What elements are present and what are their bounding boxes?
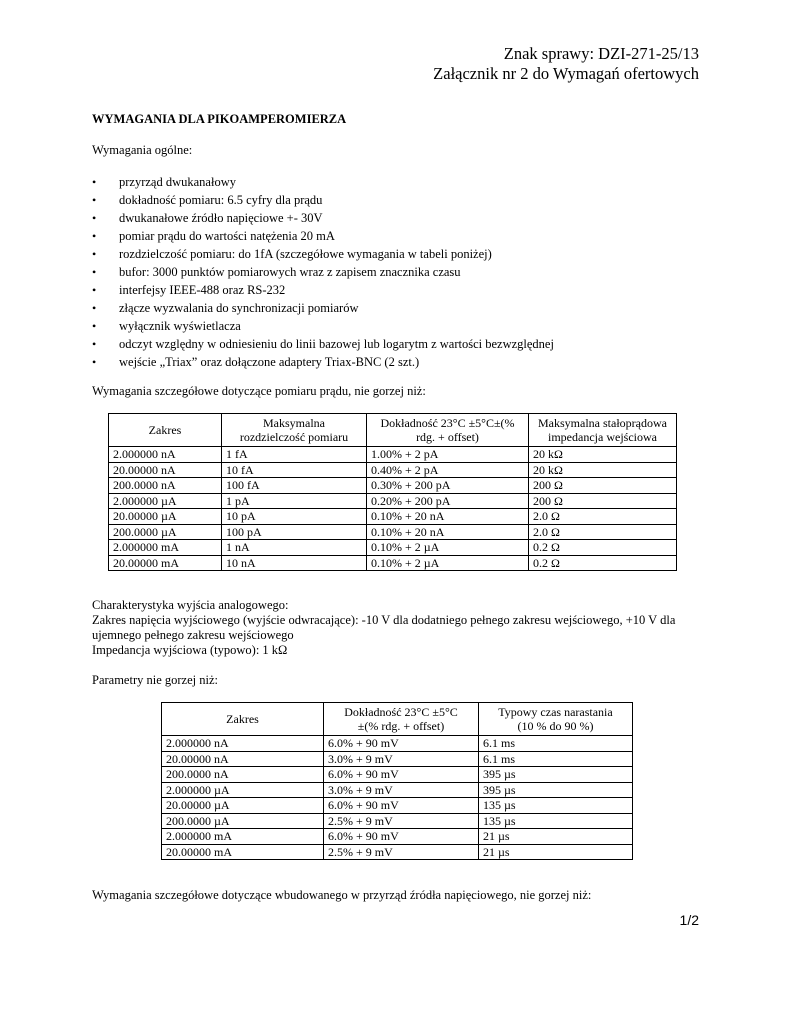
table-row (109, 447, 677, 463)
table-cell: 3.0% + 9 mV (324, 782, 479, 798)
table-cell: 135 µs (479, 798, 633, 814)
table-cell: 135 µs (479, 813, 633, 829)
table-cell: 100 fA (222, 478, 367, 494)
table-cell: 0.10% + 20 nA (367, 524, 529, 540)
table-cell: 20.00000 nA (109, 462, 222, 478)
table-row (162, 844, 633, 860)
table-cell: 200.0000 nA (162, 767, 324, 783)
table-cell: 2.0 Ω (529, 524, 677, 540)
table-row (109, 524, 677, 540)
document-header (433, 44, 699, 84)
voltage-source-heading: Wymagania szczegółowe dotyczące wbudowanego w przyrząd źródła napięciowego, nie gorzej niż: (92, 888, 592, 902)
table-cell: 2.000000 nA (109, 447, 222, 463)
table-cell: 21 µs (479, 829, 633, 845)
table-cell: 20.00000 nA (162, 751, 324, 767)
analog-parameters-table (161, 702, 633, 860)
general-requirements-heading: Wymagania ogólne: (92, 143, 193, 157)
column-header: Dokładność 23°C ±5°C±(% rdg. + offset) (367, 414, 529, 447)
table-cell: 21 µs (479, 844, 633, 860)
table-row (109, 509, 677, 525)
table-cell: 10 fA (222, 462, 367, 478)
requirement-item: • dokładność pomiaru: 6.5 cyfry dla prądu (92, 191, 554, 209)
table-row (109, 478, 677, 494)
table-row (109, 493, 677, 509)
table-cell: 200.0000 µA (162, 813, 324, 829)
table-row (109, 555, 677, 571)
table-cell: 1 nA (222, 540, 367, 556)
table-row (162, 767, 633, 783)
table-cell: 6.1 ms (479, 736, 633, 752)
case-number: Znak sprawy: DZI-271-25/13 (503, 44, 699, 63)
requirement-item: • rozdzielczość pomiaru: do 1fA (szczegółowe wymagania w tabeli poniżej) (92, 245, 554, 263)
table-cell: 20.00000 µA (109, 509, 222, 525)
column-header: Maksymalna stałoprądowa impedancja wejściowa (529, 414, 677, 447)
table-cell: 20 kΩ (529, 462, 677, 478)
table-cell: 20.00000 mA (162, 844, 324, 860)
table-cell: 200.0000 µA (109, 524, 222, 540)
table-cell: 0.20% + 200 pA (367, 493, 529, 509)
table-cell: 200 Ω (529, 493, 677, 509)
table-cell: 0.10% + 20 nA (367, 509, 529, 525)
table-cell: 20.00000 µA (162, 798, 324, 814)
column-header: Zakres (109, 414, 222, 447)
requirement-item: • dwukanałowe źródło napięciowe +- 30V (92, 209, 554, 227)
current-measurement-table (108, 413, 677, 571)
table-cell: 200 Ω (529, 478, 677, 494)
table-cell: 2.5% + 9 mV (324, 813, 479, 829)
table-cell: 6.0% + 90 mV (324, 829, 479, 845)
table-cell: 10 pA (222, 509, 367, 525)
table-row (162, 751, 633, 767)
table-cell: 100 pA (222, 524, 367, 540)
column-header: Maksymalna rozdzielczość pomiaru (222, 414, 367, 447)
table-cell: 6.0% + 90 mV (324, 736, 479, 752)
table-cell: 20 kΩ (529, 447, 677, 463)
table-cell: 1 pA (222, 493, 367, 509)
table-cell: 20.00000 mA (109, 555, 222, 571)
table-cell: 0.2 Ω (529, 555, 677, 571)
table-cell: 2.0 Ω (529, 509, 677, 525)
document-title: WYMAGANIA DLA PIKOAMPEROMIERZA (92, 112, 347, 126)
table-row (109, 462, 677, 478)
table-cell: 2.000000 nA (162, 736, 324, 752)
page-number: 1/2 (679, 912, 699, 928)
column-header: Dokładność 23°C ±5°C ±(% rdg. + offset) (324, 703, 479, 736)
current-requirements-heading: Wymagania szczegółowe dotyczące pomiaru prądu, nie gorzej niż: (92, 384, 426, 398)
requirement-item: • bufor: 3000 punktów pomiarowych wraz z zapisem znacznika czasu (92, 263, 554, 281)
table-row (162, 798, 633, 814)
table-row (109, 540, 677, 556)
table-cell: 6.0% + 90 mV (324, 767, 479, 783)
analog-output-heading: Charakterystyka wyjścia analogowego: (92, 598, 289, 612)
table-cell: 395 µs (479, 782, 633, 798)
table-cell: 3.0% + 9 mV (324, 751, 479, 767)
table-cell: 0.10% + 2 µA (367, 540, 529, 556)
requirement-item: • wyłącznik wyświetlacza (92, 317, 554, 335)
table-cell: 395 µs (479, 767, 633, 783)
general-requirements-list (92, 173, 554, 371)
parameters-heading: Parametry nie gorzej niż: (92, 673, 218, 687)
table-cell: 6.1 ms (479, 751, 633, 767)
table-row (162, 813, 633, 829)
table-cell: 2.5% + 9 mV (324, 844, 479, 860)
table-row (162, 829, 633, 845)
table-cell: 0.40% + 2 pA (367, 462, 529, 478)
table-cell: 0.10% + 2 µA (367, 555, 529, 571)
table-row (162, 736, 633, 752)
requirement-item: • odczyt względny w odniesieniu do linii bazowej lub logarytm z wartości bezwzględnej (92, 335, 554, 353)
table-cell: 1 fA (222, 447, 367, 463)
column-header: Typowy czas narastania (10 % do 90 %) (479, 703, 633, 736)
requirement-item: • złącze wyzwalania do synchronizacji pomiarów (92, 299, 554, 317)
table-cell: 2.000000 µA (109, 493, 222, 509)
column-header: Zakres (162, 703, 324, 736)
table-cell: 1.00% + 2 pA (367, 447, 529, 463)
table-cell: 2.000000 mA (162, 829, 324, 845)
attachment-label: Załącznik nr 2 do Wymagań ofertowych (433, 64, 699, 83)
table-cell: 0.2 Ω (529, 540, 677, 556)
analog-output-impedance: Impedancja wyjściowa (typowo): 1 kΩ (92, 643, 288, 657)
requirement-item: • interfejsy IEEE-488 oraz RS-232 (92, 281, 554, 299)
requirement-item: • przyrząd dwukanałowy (92, 173, 554, 191)
table-cell: 10 nA (222, 555, 367, 571)
table-cell: 0.30% + 200 pA (367, 478, 529, 494)
requirement-item: • wejście „Triax” oraz dołączone adaptery Triax-BNC (2 szt.) (92, 353, 554, 371)
table-cell: 6.0% + 90 mV (324, 798, 479, 814)
table-cell: 200.0000 nA (109, 478, 222, 494)
table-row (162, 782, 633, 798)
table-cell: 2.000000 µA (162, 782, 324, 798)
analog-voltage-range: Zakres napięcia wyjściowego (wyjście odwracające): -10 V dla dodatniego pełnego zakresu wejściowego, +10 V dla ujemnego pełnego zakresu wejściowego (92, 613, 676, 642)
requirement-item: • pomiar prądu do wartości natężenia 20 mA (92, 227, 554, 245)
table-cell: 2.000000 mA (109, 540, 222, 556)
